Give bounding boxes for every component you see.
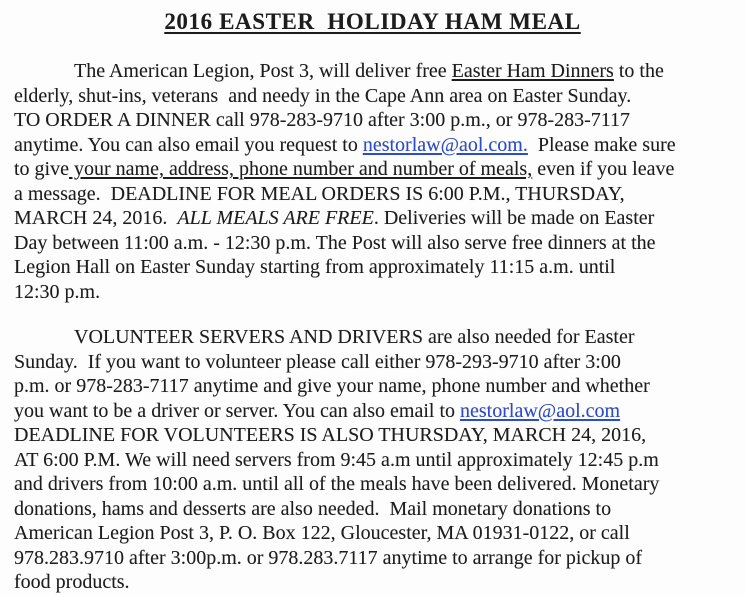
text-run: a message. DEADLINE FOR MEAL ORDERS IS 6:00 P.M., THURSDAY, — [14, 182, 625, 205]
email-link[interactable]: nestorlaw@aol.com. — [362, 133, 528, 156]
text-run: donations, hams and desserts are also needed. Mail monetary donations to — [14, 497, 612, 520]
text-run: to give — [14, 158, 69, 180]
text-line — [14, 399, 739, 424]
text-run: and drivers from 10:00 a.m. until all of the meals have been delivered. Monetary — [14, 473, 660, 495]
page-title: 2016 EASTER HOLIDAY HAM MEAL — [164, 9, 581, 34]
text-line — [14, 255, 739, 280]
text-line — [14, 182, 739, 207]
text-run: 978.283.9710 after 3:00p.m. or 978.283.7117 anytime to arrange for pickup of — [14, 546, 643, 569]
text-line — [14, 570, 739, 595]
text-run: American Legion Post 3, P. O. Box 122, Gloucester, MA 01931-0122, or call — [14, 522, 630, 544]
text-run: The American Legion, Post 3, will deliver free — [74, 60, 452, 82]
text-run: AT 6:00 P.M. We will need servers from 9:45 a.m until approximately 12:45 p.m — [14, 448, 659, 471]
text-line — [14, 133, 739, 158]
text-line — [14, 448, 739, 473]
text-line — [14, 280, 739, 305]
underlined-text: Easter Ham Dinners — [451, 60, 614, 82]
text-run: 12:30 p.m. — [14, 280, 101, 303]
text-run: elderly, shut-ins, veterans and needy in the Cape Ann area on Easter Sunday. — [14, 84, 632, 107]
text-run: Legion Hall on Easter Sunday starting from approximately 11:15 a.m. until — [14, 256, 616, 278]
text-run: Please make sure — [527, 133, 676, 156]
underlined-text: your name, address, phone number and number of meals, — [69, 158, 533, 180]
text-run: DEADLINE FOR VOLUNTEERS IS ALSO THURSDAY, MARCH 24, 2016, — [14, 424, 647, 446]
text-run: . Deliveries will be made on Easter — [373, 207, 655, 229]
text-run: p.m. or 978-283-7117 anytime and give your name, phone number and whether — [14, 375, 650, 397]
text-run: TO ORDER A DINNER call 978-283-9710 after 3:00 p.m., or 978-283-7117 — [14, 109, 631, 131]
text-run: to the — [613, 60, 664, 82]
text-run: Sunday. If you want to volunteer please call either 978-293-9710 after 3:00 — [14, 350, 621, 373]
text-line — [14, 84, 739, 109]
text-line — [14, 231, 739, 256]
text-run: VOLUNTEER SERVERS AND DRIVERS are also needed for Easter — [74, 326, 635, 348]
text-line — [14, 108, 739, 133]
text-run: food products. — [14, 571, 130, 593]
text-run: MARCH 24, 2016. — [14, 207, 178, 229]
text-run: even if you leave — [532, 158, 675, 180]
text-line — [14, 521, 739, 546]
document-body — [0, 35, 745, 595]
text-line — [14, 374, 739, 399]
text-run: anytime. You can also email you request to — [14, 133, 363, 156]
text-line — [14, 325, 739, 350]
text-line — [14, 206, 739, 231]
text-line — [14, 497, 739, 522]
paragraph — [14, 59, 739, 304]
paragraph — [14, 325, 739, 595]
text-line — [14, 546, 739, 571]
text-line — [14, 472, 739, 497]
text-line — [14, 59, 739, 84]
text-line — [14, 157, 739, 182]
text-line — [14, 423, 739, 448]
text-run: Day between 11:00 a.m. - 12:30 p.m. The Post will also serve free dinners at the — [14, 231, 656, 254]
italic-text: ALL MEALS ARE FREE — [177, 207, 374, 229]
email-link[interactable]: nestorlaw@aol.com — [460, 399, 621, 422]
text-run: you want to be a driver or server. You can also email to — [14, 399, 461, 422]
text-line — [14, 350, 739, 375]
